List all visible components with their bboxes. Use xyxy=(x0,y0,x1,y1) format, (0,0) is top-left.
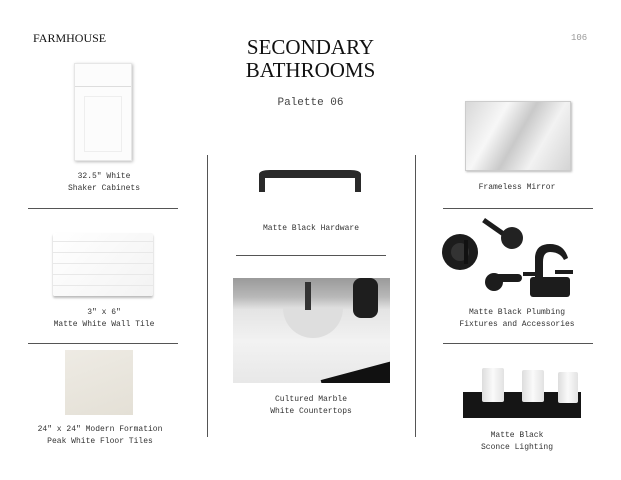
column-divider xyxy=(415,155,416,437)
floor-tile-image xyxy=(65,350,133,415)
row-divider xyxy=(236,255,386,256)
cabinet-image xyxy=(74,63,132,161)
row-divider xyxy=(28,208,178,209)
floor-tile-caption: 24" x 24" Modern Formation Peak White Floor Tiles xyxy=(37,425,163,446)
countertop-image xyxy=(233,278,390,383)
row-divider xyxy=(443,343,593,344)
sconce-shade xyxy=(482,368,504,402)
page-number: 106 xyxy=(571,33,588,43)
sconce-shade xyxy=(522,370,544,402)
title-line-2: BATHROOMS xyxy=(245,58,376,82)
brand-label: FARMHOUSE xyxy=(33,31,107,45)
cabinet-caption: 32.5" White Shaker Cabinets xyxy=(67,172,141,193)
mirror-image xyxy=(465,101,571,171)
hardware-pull-image xyxy=(256,166,364,194)
sconce-shade xyxy=(558,372,578,403)
hardware-caption: Matte Black Hardware xyxy=(262,224,360,233)
sconce-caption: Matte Black Sconce Lighting xyxy=(480,431,554,452)
row-divider xyxy=(28,343,178,344)
wall-tile-image xyxy=(53,233,153,296)
palette-subtitle: Palette 06 xyxy=(277,97,344,109)
mirror-caption: Frameless Mirror xyxy=(478,183,556,192)
title-line-1: SECONDARY xyxy=(246,35,375,59)
wall-tile-caption: 3" x 6" Matte White Wall Tile xyxy=(53,308,155,329)
row-divider xyxy=(443,208,593,209)
column-divider xyxy=(207,155,208,437)
plumbing-fixtures-image xyxy=(440,212,582,302)
plumbing-caption: Matte Black Plumbing Fixtures and Accessories xyxy=(459,308,575,329)
countertop-caption: Cultured Marble White Countertops xyxy=(270,395,352,416)
